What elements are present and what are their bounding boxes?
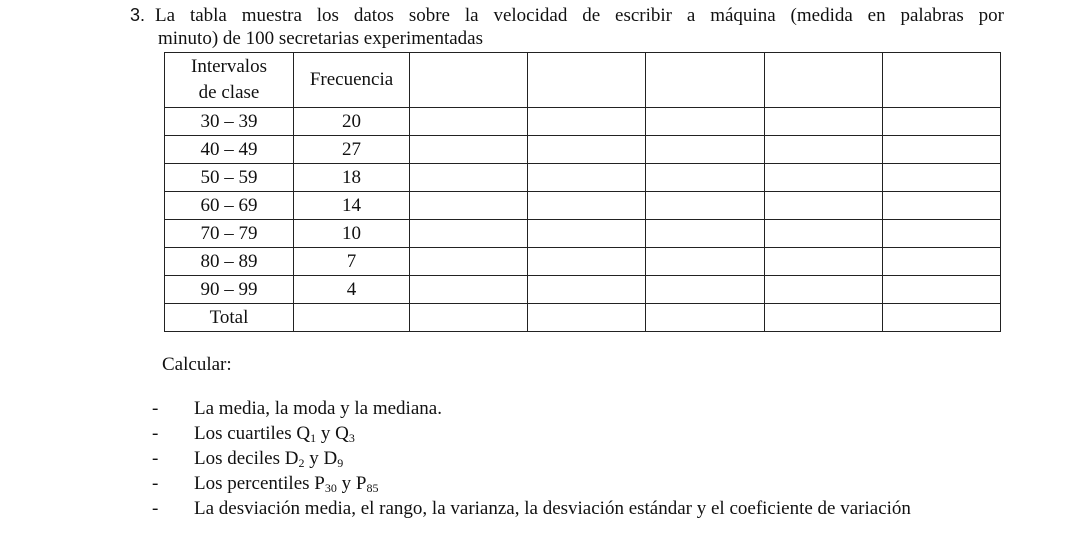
task-text: Los percentiles P bbox=[194, 473, 325, 494]
frequency-table bbox=[164, 52, 1001, 332]
calculate-heading: Calcular: bbox=[162, 354, 232, 375]
header-intervals bbox=[165, 53, 294, 108]
bullet-dash: - bbox=[152, 473, 159, 494]
empty-cell bbox=[410, 248, 528, 276]
task-text: La media, la moda y la mediana. bbox=[194, 398, 442, 419]
question-statement-line1: La tabla muestra los datos sobre la velocidad de escribir a máquina (medida en palabras por bbox=[155, 5, 1004, 26]
empty-cell bbox=[765, 136, 883, 164]
empty-cell bbox=[883, 304, 1001, 332]
empty-cell bbox=[883, 220, 1001, 248]
table-row bbox=[165, 108, 1001, 136]
empty-cell bbox=[883, 53, 1001, 108]
table-row bbox=[165, 164, 1001, 192]
subscript: 1 bbox=[310, 431, 317, 445]
task-text: y D bbox=[304, 448, 338, 469]
task-text: y Q bbox=[316, 423, 349, 444]
task-text: Los cuartiles Q bbox=[194, 423, 311, 444]
empty-cell bbox=[765, 276, 883, 304]
interval-cell: 40 – 49 bbox=[165, 136, 294, 164]
interval-cell: 60 – 69 bbox=[165, 192, 294, 220]
header-intervals-line2: de clase bbox=[198, 82, 260, 103]
list-item bbox=[152, 446, 911, 471]
table-row bbox=[165, 136, 1001, 164]
empty-cell bbox=[528, 164, 646, 192]
empty-cell bbox=[528, 276, 646, 304]
bullet-dash: - bbox=[152, 423, 159, 444]
empty-cell bbox=[883, 164, 1001, 192]
empty-cell bbox=[646, 108, 765, 136]
empty-cell bbox=[410, 136, 528, 164]
interval-cell: 50 – 59 bbox=[165, 164, 294, 192]
empty-cell bbox=[765, 53, 883, 108]
empty-cell bbox=[646, 220, 765, 248]
empty-cell bbox=[646, 304, 765, 332]
empty-cell bbox=[410, 53, 528, 108]
frequency-cell: 4 bbox=[294, 276, 410, 304]
empty-cell bbox=[883, 136, 1001, 164]
question-text bbox=[130, 4, 1004, 50]
empty-cell bbox=[528, 304, 646, 332]
empty-cell bbox=[765, 192, 883, 220]
table-header-row bbox=[165, 53, 1001, 108]
table-row bbox=[165, 248, 1001, 276]
empty-cell bbox=[646, 248, 765, 276]
list-item bbox=[152, 496, 911, 521]
empty-cell bbox=[883, 276, 1001, 304]
empty-cell bbox=[410, 108, 528, 136]
bullet-dash: - bbox=[152, 398, 159, 419]
table-row bbox=[165, 276, 1001, 304]
empty-cell bbox=[646, 136, 765, 164]
list-item bbox=[152, 471, 911, 496]
empty-cell bbox=[410, 220, 528, 248]
empty-cell bbox=[883, 108, 1001, 136]
question-line-1 bbox=[130, 4, 1004, 27]
subscript: 9 bbox=[337, 456, 344, 470]
frequency-cell: 10 bbox=[294, 220, 410, 248]
empty-cell bbox=[528, 108, 646, 136]
bullet-dash: - bbox=[152, 498, 159, 519]
table-total-row bbox=[165, 304, 1001, 332]
empty-cell bbox=[646, 164, 765, 192]
empty-cell bbox=[765, 220, 883, 248]
interval-cell: 80 – 89 bbox=[165, 248, 294, 276]
empty-cell bbox=[883, 248, 1001, 276]
empty-cell bbox=[646, 53, 765, 108]
empty-cell bbox=[528, 220, 646, 248]
list-item bbox=[152, 396, 911, 421]
interval-cell: 90 – 99 bbox=[165, 276, 294, 304]
empty-cell bbox=[883, 192, 1001, 220]
subscript: 2 bbox=[298, 456, 305, 470]
empty-cell bbox=[528, 53, 646, 108]
frequency-cell: 7 bbox=[294, 248, 410, 276]
frequency-cell: 27 bbox=[294, 136, 410, 164]
header-intervals-line1: Intervalos bbox=[191, 56, 267, 77]
empty-cell bbox=[528, 192, 646, 220]
empty-cell bbox=[646, 276, 765, 304]
table-row bbox=[165, 192, 1001, 220]
header-frequency: Frecuencia bbox=[294, 53, 410, 108]
task-text: La desviación media, el rango, la varianza, la desviación estándar y el coeficiente de variación bbox=[194, 498, 911, 519]
empty-cell bbox=[765, 164, 883, 192]
question-number: 3. bbox=[130, 5, 146, 25]
interval-cell: 70 – 79 bbox=[165, 220, 294, 248]
task-text: y P bbox=[336, 473, 367, 494]
empty-cell bbox=[410, 276, 528, 304]
empty-cell bbox=[646, 192, 765, 220]
empty-cell bbox=[410, 192, 528, 220]
task-text: Los deciles D bbox=[194, 448, 299, 469]
total-value-cell bbox=[294, 304, 410, 332]
frequency-cell: 14 bbox=[294, 192, 410, 220]
subscript: 3 bbox=[348, 431, 355, 445]
empty-cell bbox=[528, 136, 646, 164]
task-list bbox=[152, 396, 911, 521]
subscript: 30 bbox=[324, 481, 337, 495]
empty-cell bbox=[528, 248, 646, 276]
total-label-cell: Total bbox=[165, 304, 294, 332]
empty-cell bbox=[410, 164, 528, 192]
bullet-dash: - bbox=[152, 448, 159, 469]
table-row bbox=[165, 220, 1001, 248]
empty-cell bbox=[410, 304, 528, 332]
question-line-2: minuto) de 100 secretarias experimentadas bbox=[158, 28, 483, 49]
empty-cell bbox=[765, 248, 883, 276]
subscript: 85 bbox=[366, 481, 379, 495]
empty-cell bbox=[765, 304, 883, 332]
frequency-cell: 18 bbox=[294, 164, 410, 192]
frequency-cell: 20 bbox=[294, 108, 410, 136]
list-item bbox=[152, 421, 911, 446]
empty-cell bbox=[765, 108, 883, 136]
interval-cell: 30 – 39 bbox=[165, 108, 294, 136]
